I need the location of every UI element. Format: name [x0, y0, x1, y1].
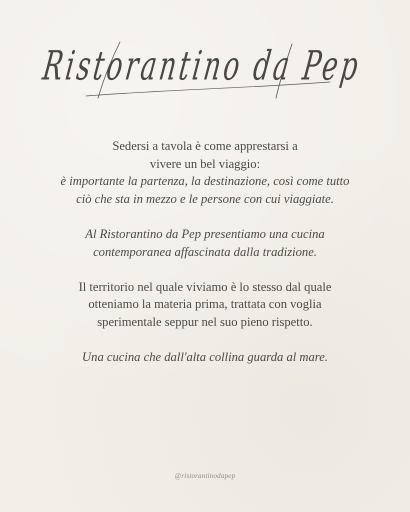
- social-handle: @ristorantinodapep: [174, 472, 236, 480]
- journey-italic: è importante la partenza, la destinazione, così come tutto ciò che sta in mezzo e le persone con cui viaggiate.: [60, 174, 350, 206]
- logo-wordmark: Ristorantino da Pep: [40, 44, 364, 91]
- intro-text: [60, 138, 350, 384]
- restaurant-logo: [0, 38, 410, 100]
- paragraph-cuisine: Al Ristorantino da Pep presentiamo una cucina contemporanea affascinata dalla tradizione.: [85, 226, 325, 259]
- journey-line-2: vivere un bel viaggio:: [149, 156, 261, 171]
- journey-line-1: Sedersi a tavola è come apprestarsi a: [112, 139, 298, 153]
- paragraph-sea: Una cucina che dall'alta collina guarda al mare.: [82, 350, 328, 365]
- paragraph-territory: Il territorio nel quale viviamo è lo stesso dal quale otteniamo la materia prima, trattata con voglia sperimentale seppur nel suo pieno rispetto.: [78, 279, 332, 329]
- paragraph-journey: [60, 138, 350, 208]
